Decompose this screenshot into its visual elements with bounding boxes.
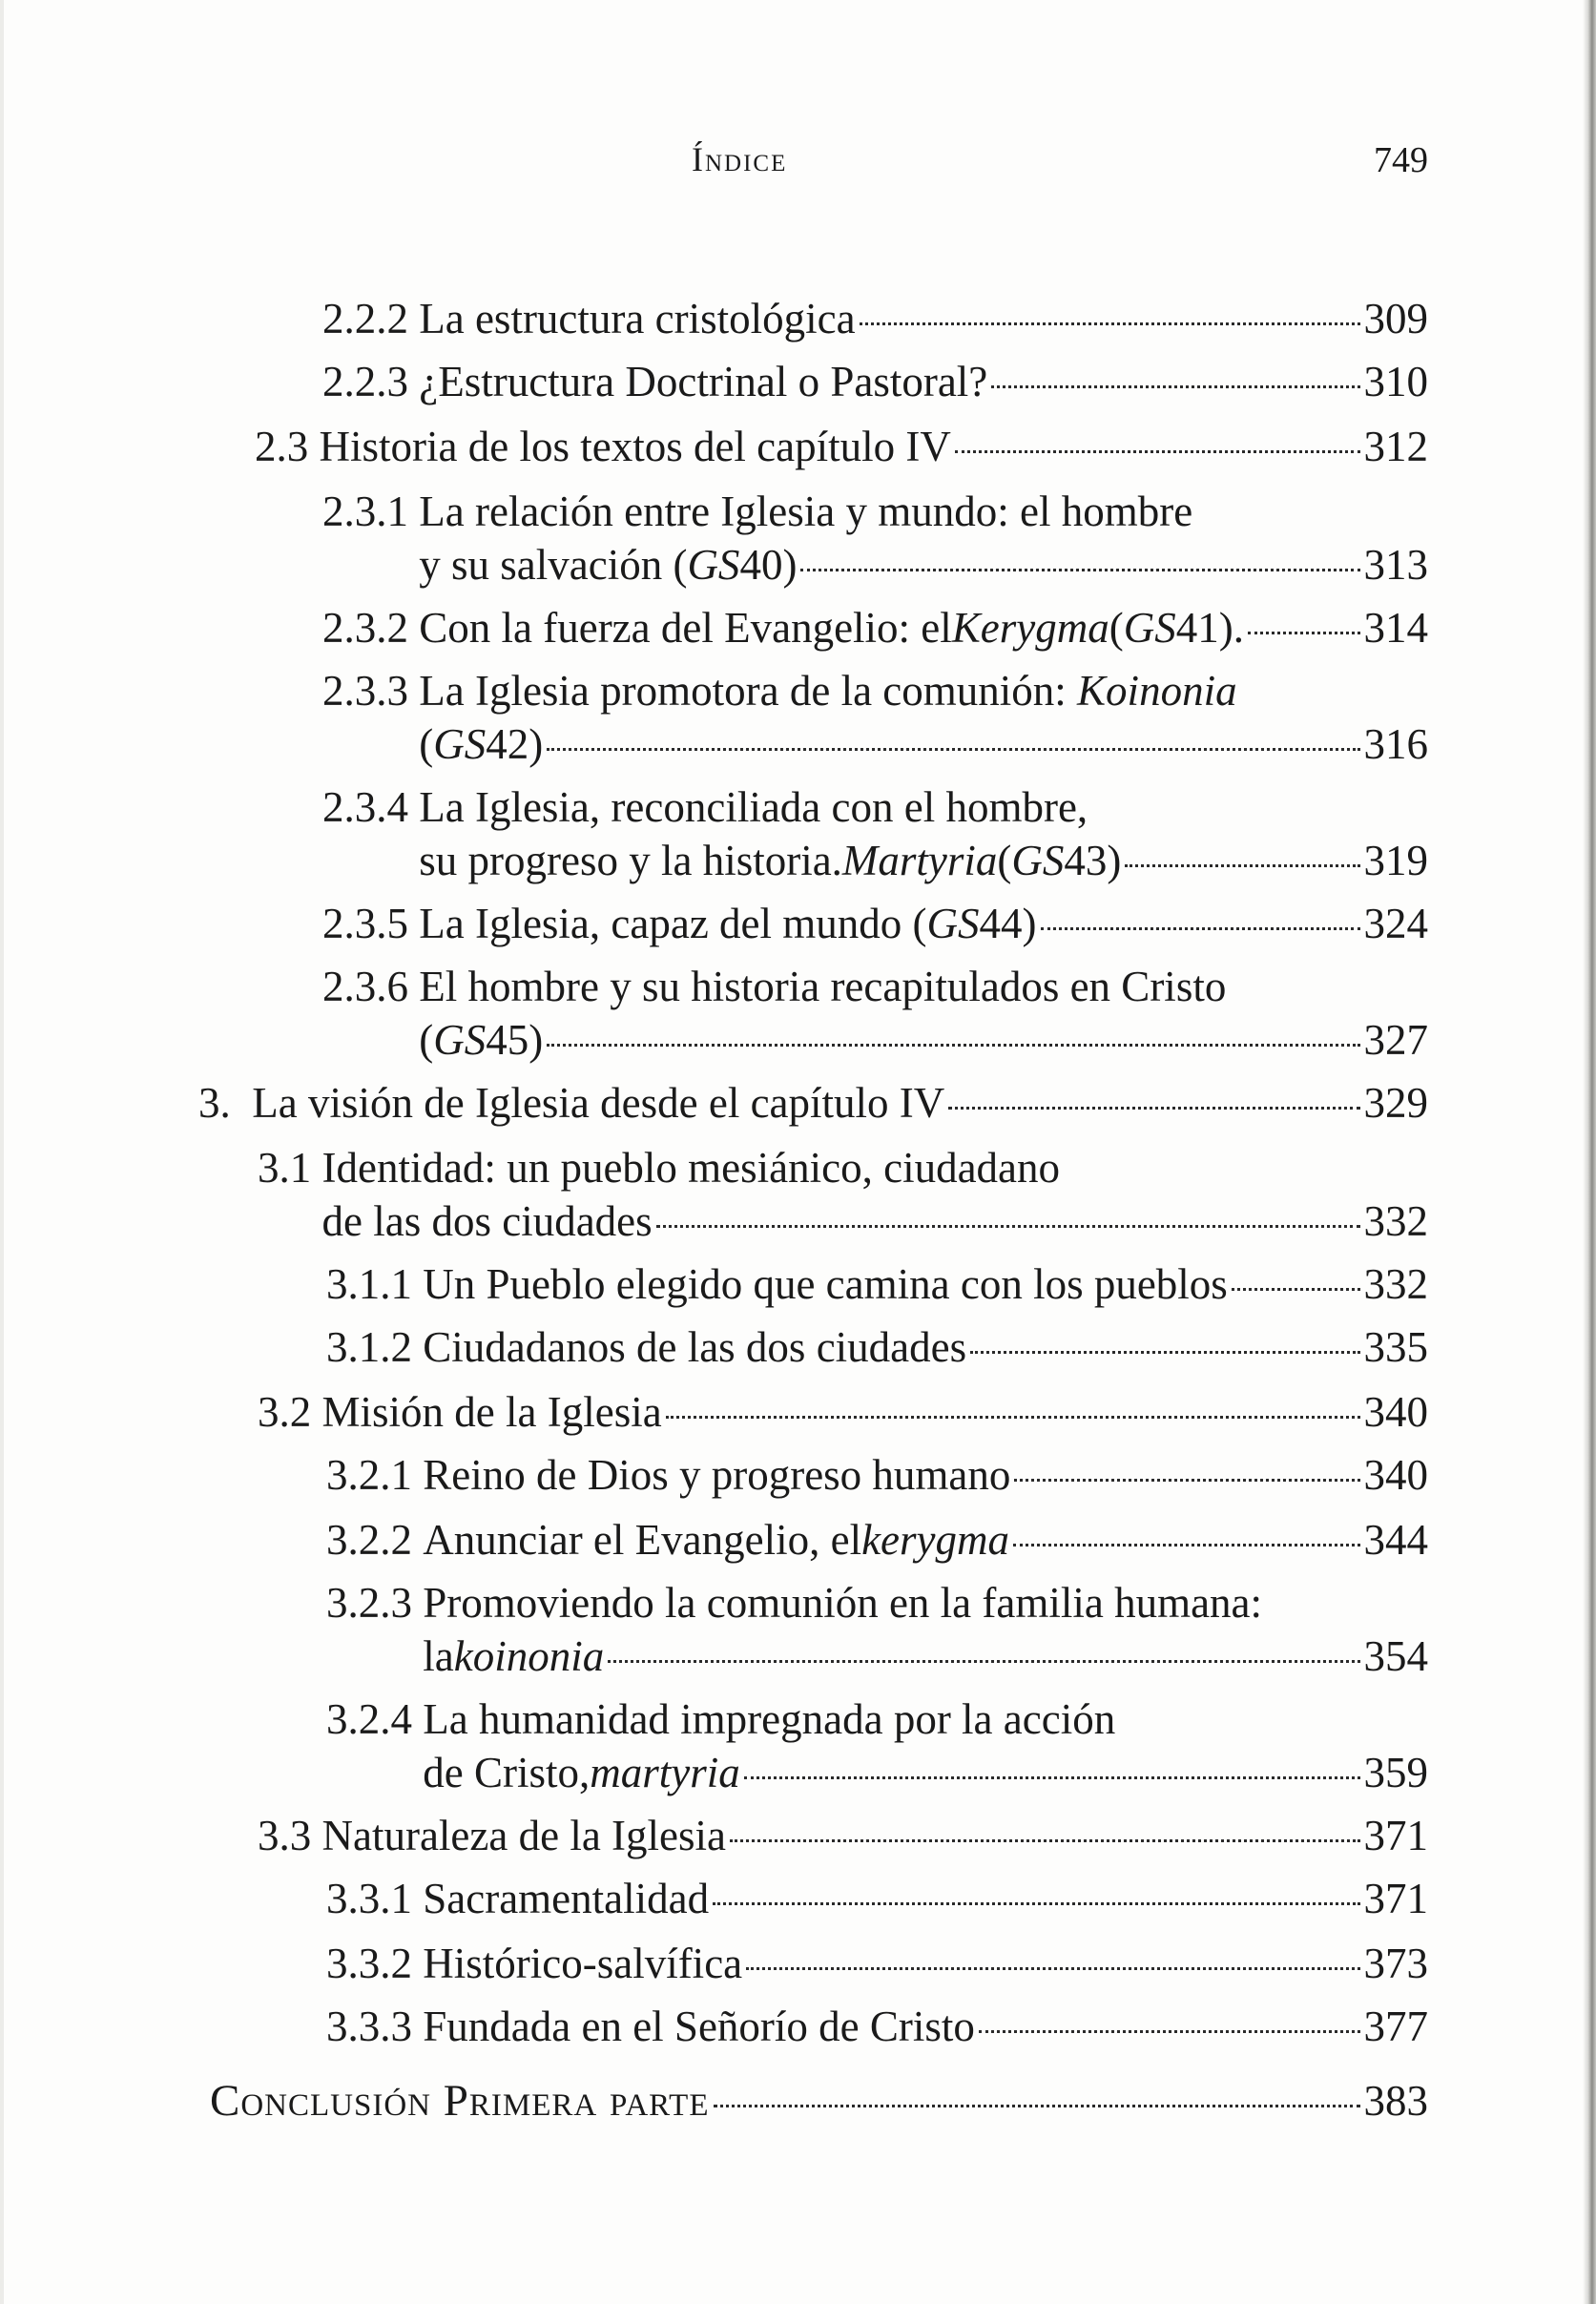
entry-title-cont: ( — [419, 1016, 434, 1064]
entry-title: Misión de la Iglesia — [321, 1388, 662, 1436]
entry-title: Reino de Dios y progreso humano — [423, 1451, 1011, 1499]
toc-entry — [322, 664, 1428, 771]
entry-title-italic: Koinonia — [1077, 667, 1237, 715]
entry-number: 3. — [198, 1079, 231, 1127]
entry-title-cont: 41). — [1175, 604, 1245, 652]
toc-entry — [322, 485, 1428, 592]
running-head — [0, 139, 1596, 197]
toc-entry — [326, 2000, 1428, 2053]
entry-page: 316 — [1363, 720, 1428, 768]
entry-number: 3.2 — [258, 1388, 312, 1436]
entry-number: 2.3.6 — [322, 963, 408, 1010]
dot-leader — [1014, 1479, 1359, 1482]
entry-number: 2.3.5 — [322, 900, 408, 947]
entry-title: La estructura cristológica — [419, 295, 856, 342]
entry-number: 3.2.2 — [326, 1516, 412, 1564]
entry-title-cont: de las dos ciudades — [321, 1197, 653, 1245]
page-number: 749 — [1374, 140, 1428, 180]
entry-title: Promoviendo la comunión en la familia humana: — [423, 1579, 1263, 1627]
entry-title: La Iglesia, capaz del mundo ( — [419, 900, 927, 947]
entry-title: Sacramentalidad — [423, 1875, 710, 1922]
entry-number: 3.1.1 — [326, 1260, 412, 1308]
toc-entry — [326, 1320, 1428, 1374]
toc-entry — [326, 1257, 1428, 1311]
entry-page: 332 — [1363, 1260, 1428, 1308]
entry-page: 354 — [1363, 1632, 1428, 1680]
entry-page: 371 — [1363, 1875, 1428, 1922]
entry-number: 2.3.3 — [322, 667, 408, 715]
toc-entry — [322, 897, 1428, 950]
toc-entry — [326, 1448, 1428, 1502]
entry-page: 314 — [1363, 604, 1428, 652]
dot-leader — [744, 1776, 1360, 1779]
entry-title-cont: y su salvación ( — [419, 541, 688, 589]
entry-title: Fundada en el Señorío de Cristo — [423, 2003, 975, 2050]
entry-title: Conclusión Primera parte — [210, 2076, 710, 2126]
toc-entry — [258, 1141, 1428, 1248]
entry-page: 309 — [1363, 295, 1428, 342]
entry-page: 313 — [1363, 541, 1428, 589]
entry-title: La humanidad impregnada por la acción — [423, 1695, 1116, 1743]
dot-leader — [979, 2030, 1360, 2033]
entry-title-italic: kerygma — [861, 1516, 1010, 1564]
dot-leader — [800, 569, 1359, 571]
entry-title: El hombre y su historia recapitulados en Cristo — [419, 963, 1227, 1010]
entry-number: 3.1.2 — [326, 1323, 412, 1371]
entry-page: 324 — [1363, 900, 1428, 947]
entry-title: Identidad: un pueblo mesiánico, ciudadano — [321, 1144, 1061, 1192]
entry-title-cont: 42) — [486, 720, 544, 768]
dot-leader — [970, 1351, 1359, 1354]
entry-number: 3.3.3 — [326, 2003, 412, 2050]
toc-entry — [198, 1076, 1428, 1130]
running-head-title: Índice — [692, 140, 788, 178]
entry-number: 2.3 — [255, 423, 309, 470]
dot-leader — [547, 1044, 1359, 1047]
entry-page: 312 — [1363, 423, 1428, 470]
toc-entry — [326, 1692, 1428, 1799]
dot-leader — [1232, 1288, 1360, 1291]
toc-entry — [326, 1872, 1428, 1925]
entry-number: 3.1 — [258, 1144, 312, 1192]
entry-title-italic: martyria — [590, 1749, 740, 1796]
entry-title-cont: su progreso y la historia. — [419, 837, 842, 884]
page-edge-right — [1583, 0, 1596, 2304]
entry-number: 3.2.3 — [326, 1579, 412, 1627]
entry-title-cont: ( — [1109, 604, 1124, 652]
entry-page: 332 — [1363, 1197, 1428, 1245]
entry-number: 2.2.3 — [322, 358, 408, 405]
entry-title-italic: koinonia — [453, 1632, 605, 1680]
entry-title: Anunciar el Evangelio, el — [423, 1516, 862, 1564]
page-edge-left — [0, 0, 4, 2304]
entry-title: Histórico-salvífica — [423, 1940, 743, 1987]
entry-page: 327 — [1363, 1016, 1428, 1064]
entry-title: Naturaleza de la Iglesia — [321, 1812, 727, 1859]
dot-leader — [1041, 927, 1360, 930]
dot-leader — [714, 2105, 1360, 2107]
entry-number: 3.3.2 — [326, 1940, 412, 1987]
dot-leader — [608, 1660, 1359, 1663]
toc-entry — [322, 355, 1428, 408]
entry-page: 359 — [1363, 1749, 1428, 1796]
entry-number: 3.3 — [258, 1812, 312, 1859]
entry-page: 371 — [1363, 1812, 1428, 1859]
entry-number: 2.3.4 — [322, 783, 408, 831]
entry-page: 329 — [1363, 1079, 1428, 1127]
entry-title: Con la fuerza del Evangelio: el — [419, 604, 952, 652]
entry-title: Ciudadanos de las dos ciudades — [423, 1323, 967, 1371]
entry-title: ¿Estructura Doctrinal o Pastoral? — [419, 358, 988, 405]
dot-leader — [713, 1902, 1359, 1905]
entry-page: 373 — [1363, 1940, 1428, 1987]
entry-title-cont: de Cristo, — [423, 1749, 591, 1796]
toc-entry — [258, 1385, 1428, 1439]
entry-title-italic: GS — [687, 541, 740, 589]
entry-page: 319 — [1363, 837, 1428, 884]
entry-page: 335 — [1363, 1323, 1428, 1371]
dot-leader — [991, 385, 1359, 388]
entry-title-cont: 40) — [739, 541, 798, 589]
entry-title-cont: ( — [419, 720, 434, 768]
toc-entry — [322, 780, 1428, 887]
dot-leader — [730, 1839, 1359, 1842]
toc-entry — [322, 960, 1428, 1067]
entry-number: 3.2.1 — [326, 1451, 412, 1499]
entry-page: 383 — [1363, 2077, 1428, 2125]
dot-leader — [547, 748, 1359, 751]
dot-leader — [1125, 864, 1359, 867]
entry-title: La Iglesia, reconciliada con el hombre, — [419, 783, 1088, 831]
toc-entry-conclusion — [210, 2074, 1428, 2128]
toc-entry — [322, 601, 1428, 654]
entry-title-italic: Kerygma — [951, 604, 1109, 652]
entry-title-italic: GS — [926, 900, 980, 947]
toc-entry — [326, 1513, 1428, 1567]
entry-title-cont: 43) — [1064, 837, 1122, 884]
dot-leader — [860, 322, 1360, 325]
entry-title-italic: GS — [433, 720, 487, 768]
entry-title-cont: 45) — [486, 1016, 544, 1064]
dot-leader — [948, 1107, 1359, 1110]
dot-leader — [656, 1225, 1360, 1228]
entry-title-cont: la — [423, 1632, 454, 1680]
toc-entry — [326, 1937, 1428, 1990]
entry-number: 3.2.4 — [326, 1695, 412, 1743]
entry-title-cont: ( — [997, 837, 1012, 884]
entry-page: 340 — [1363, 1388, 1428, 1436]
entry-number: 2.3.2 — [322, 604, 408, 652]
entry-title-italic: GS — [1011, 837, 1065, 884]
entry-page: 340 — [1363, 1451, 1428, 1499]
dot-leader — [955, 450, 1360, 453]
dot-leader — [1013, 1544, 1359, 1546]
entry-title: La Iglesia promotora de la comunión: — [419, 667, 1078, 715]
entry-title-italic: Martyria — [841, 837, 998, 884]
entry-page: 344 — [1363, 1516, 1428, 1564]
dot-leader — [746, 1967, 1359, 1970]
entry-title: La visión de Iglesia desde el capítulo IV — [252, 1079, 945, 1127]
entry-title-italic: GS — [433, 1016, 487, 1064]
entry-title: La relación entre Iglesia y mundo: el hombre — [419, 488, 1193, 535]
entry-title-italic: GS — [1123, 604, 1176, 652]
toc-entry — [255, 420, 1428, 473]
entry-page: 377 — [1363, 2003, 1428, 2050]
dot-leader — [666, 1416, 1360, 1419]
entry-number: 2.3.1 — [322, 488, 408, 535]
toc-entry — [258, 1809, 1428, 1862]
entry-title: Un Pueblo elegido que camina con los pueblos — [423, 1260, 1228, 1308]
entry-title-cont: 44) — [979, 900, 1037, 947]
entry-number: 3.3.1 — [326, 1875, 412, 1922]
toc-entry — [322, 292, 1428, 345]
dot-leader — [1248, 632, 1359, 634]
toc-entry — [326, 1576, 1428, 1683]
entry-title: Historia de los textos del capítulo IV — [319, 423, 951, 470]
entry-page: 310 — [1363, 358, 1428, 405]
entry-number: 2.2.2 — [322, 295, 408, 342]
